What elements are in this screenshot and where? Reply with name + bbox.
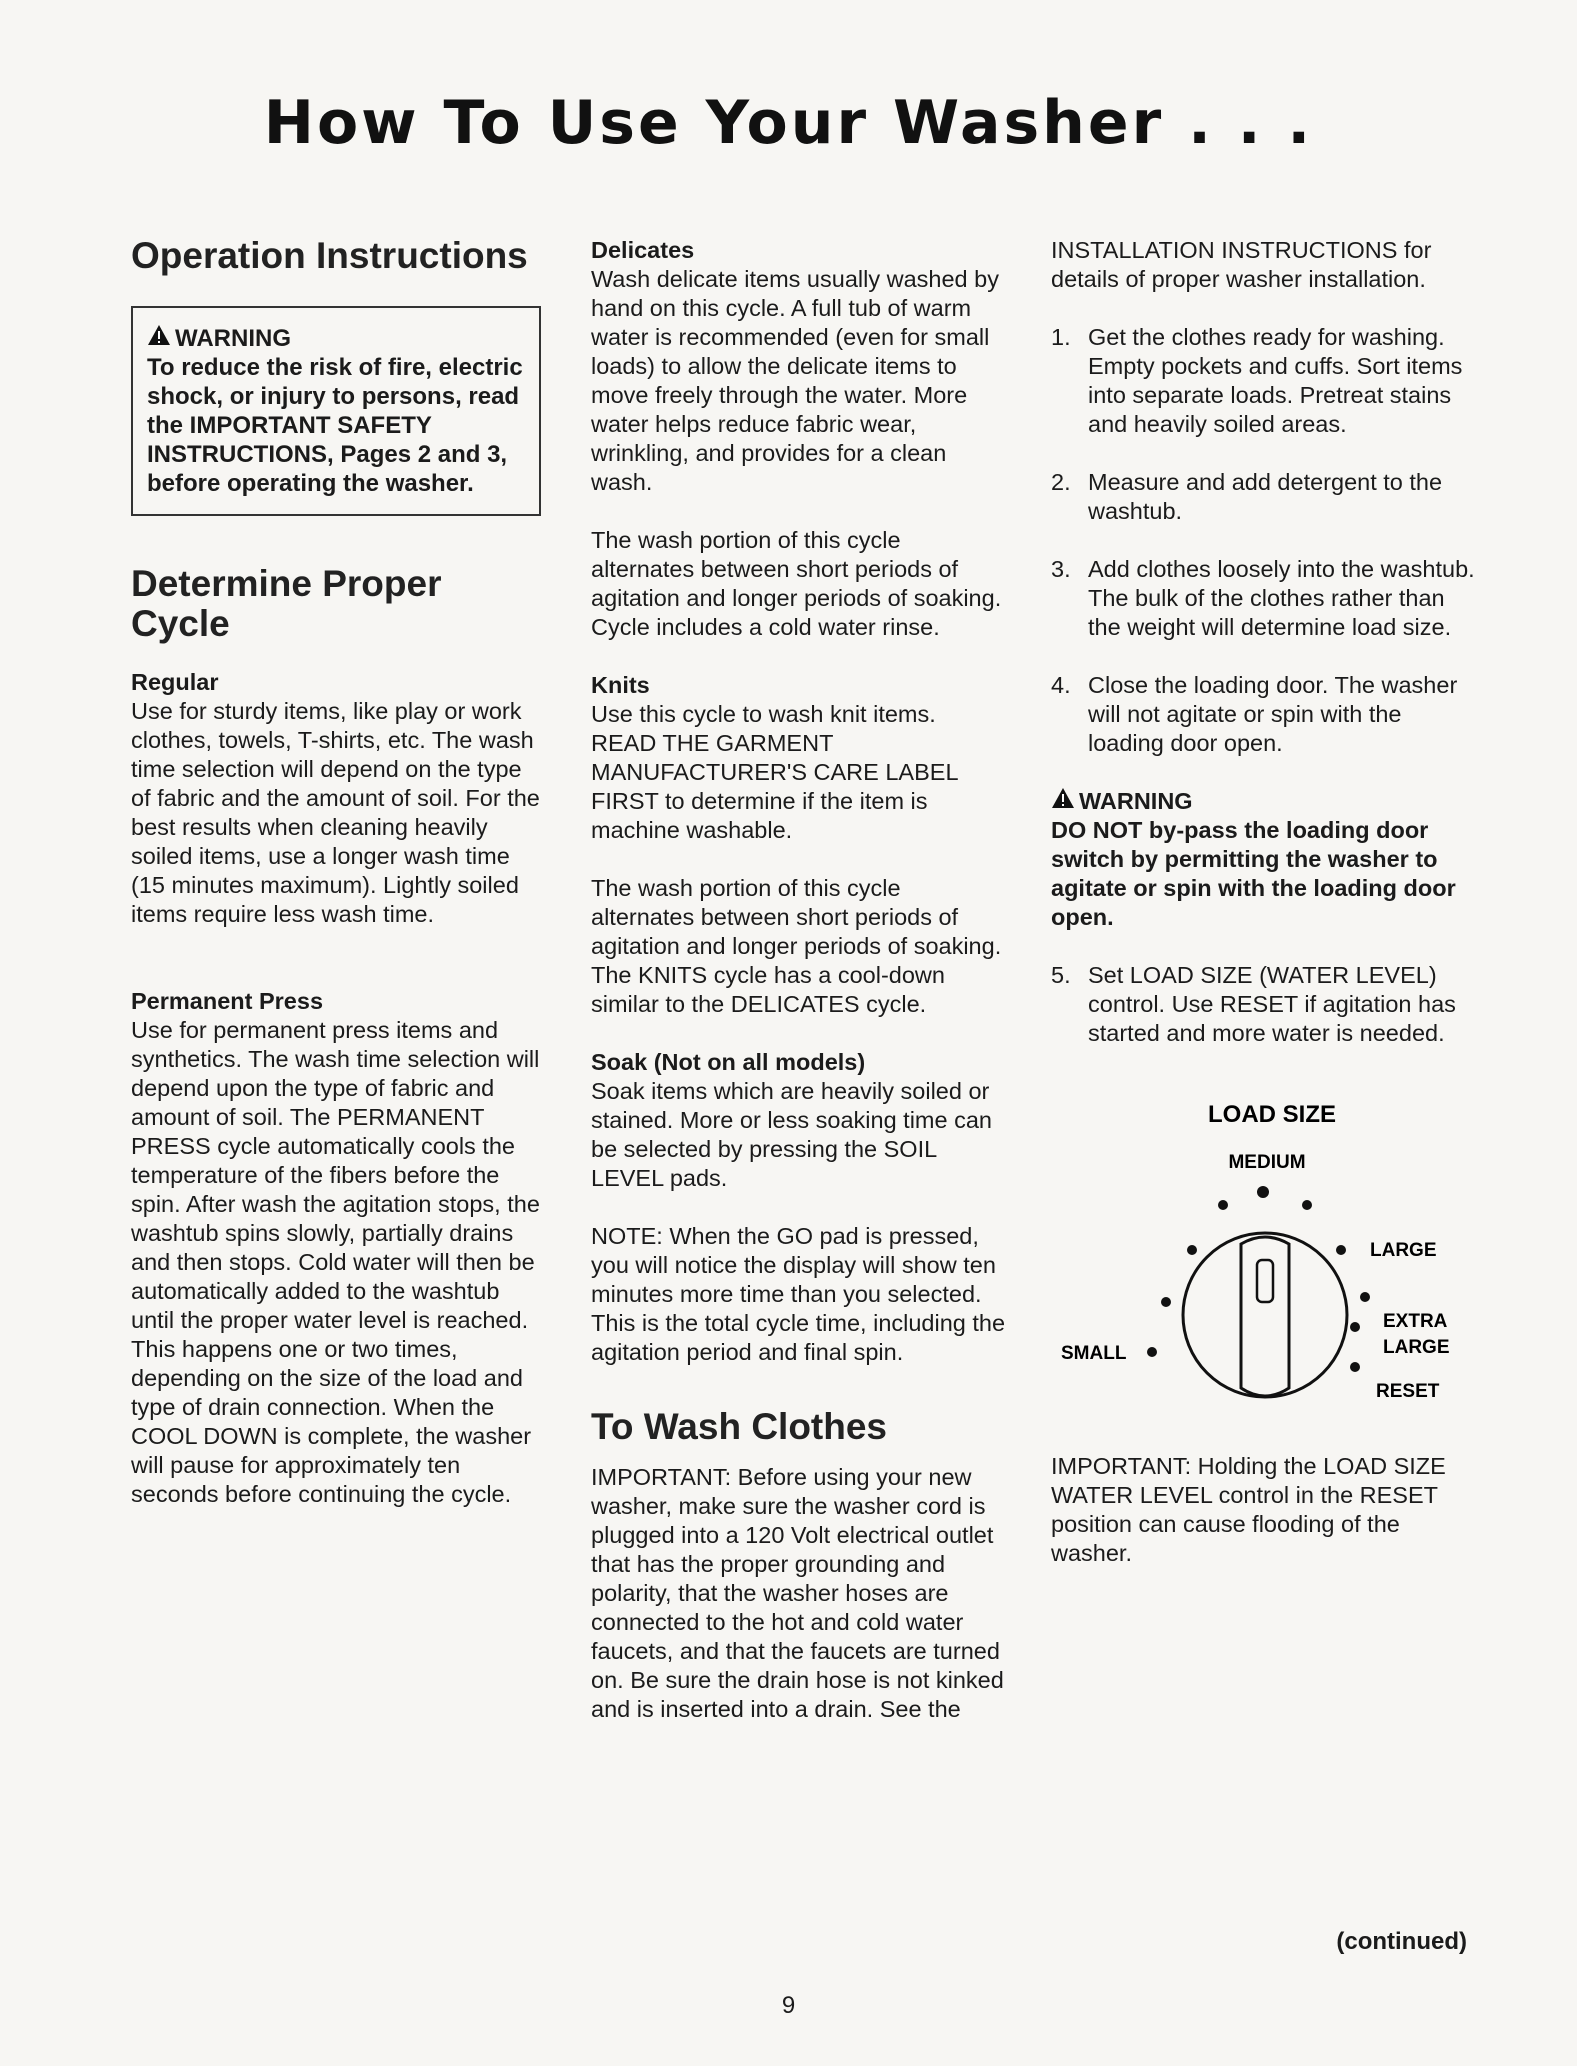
wash-steps-list xyxy=(1051,323,1481,758)
column-right xyxy=(1051,236,1481,1568)
soak-text-1: Soak items which are heavily soiled or stained. More or less soaking time can be selected by pressing the SOIL LEVEL pads. xyxy=(591,1078,992,1191)
knits-title: Knits xyxy=(591,672,650,698)
dial-label-extra-large: LARGE xyxy=(1383,1337,1450,1358)
dial-label-reset: RESET xyxy=(1376,1381,1440,1402)
column-middle xyxy=(591,236,1006,1724)
wash-steps-list-continued xyxy=(1051,961,1481,1048)
door-warning xyxy=(1051,787,1481,932)
dial-label-small: SMALL xyxy=(1061,1343,1127,1364)
dial-label-medium: MEDIUM xyxy=(1228,1152,1306,1173)
page-number: 9 xyxy=(781,1992,796,2019)
dial-label-large: LARGE xyxy=(1370,1240,1437,1261)
warning-heading xyxy=(147,324,529,353)
warning-label: WARNING xyxy=(1079,788,1193,814)
delicates-text-1: Wash delicate items usually washed by hand on this cycle. A full tub of warm water is recommended (even for small loads) to allow the delicate items to move freely through the water. More water helps reduce fabric wear, wrinkling, and provides for a clean wash. xyxy=(591,266,999,495)
continued-label: (continued) xyxy=(1336,1928,1467,1955)
dial-label-extra: EXTRA xyxy=(1383,1311,1448,1332)
warning-label: WARNING xyxy=(175,325,291,352)
door-warning-text: DO NOT by-pass the loading door switch by permitting the washer to agitate or spin with the loading door open. xyxy=(1051,817,1456,930)
heading-operation-instructions: Operation Instructions xyxy=(131,235,528,276)
dial-title: LOAD SIZE xyxy=(1207,1101,1337,1128)
column-left xyxy=(131,236,541,1509)
knits-text-2: The wash portion of this cycle alternates between short periods of agitation and longer periods of soaking. The KNITS cycle has a cool-down similar to the DELICATES cycle. xyxy=(591,875,1002,1017)
knits-text-1: Use this cycle to wash knit items. READ THE GARMENT MANUFACTURER'S CARE LABEL FIRST to determine if the item is machine washable. xyxy=(591,701,958,843)
warning-text: To reduce the risk of fire, electric shock, or injury to persons, read the IMPORTANT SAFETY INSTRUCTIONS, Pages 2 and 3, before operating the washer. xyxy=(147,354,523,497)
permanent-press-title: Permanent Press xyxy=(131,988,324,1014)
soak-note: NOTE: When the GO pad is pressed, you will notice the display will show ten minutes more time than you selected. This is the total cycle time, including the agitation period and final spin. xyxy=(591,1223,1006,1365)
regular-title: Regular xyxy=(131,669,219,695)
heading-determine-cycle: Determine Proper Cycle xyxy=(131,563,442,644)
page-title: How To Use Your Washer . . . xyxy=(263,88,1314,158)
regular-text: Use for sturdy items, like play or work clothes, towels, T-shirts, etc. The wash time selection will depend on the type of fabric and the amount of soil. For the best results when cleaning heavily soiled items, use a longer wash time (15 minutes maximum). Lightly soiled items require less wash time. xyxy=(131,698,540,927)
heading-wash-clothes: To Wash Clothes xyxy=(591,1406,887,1447)
warning-box xyxy=(131,306,541,516)
warning-icon xyxy=(1051,787,1075,816)
soak-title: Soak (Not on all models) xyxy=(591,1049,866,1075)
list-item: 5. Set LOAD SIZE (WATER LEVEL) control. Use RESET if agitation has started and more water is needed. xyxy=(1051,962,1456,1046)
permanent-press-text: Use for permanent press items and synthetics. The wash time selection will depend upon the type of fabric and amount of soil. The PERMANENT PRESS cycle automatically cools the temperature of the fibers before the spin. After wash the agitation stops, the washtub spins slowly, partially drains and then stops. Cold water will then be automatically added to the washtub until the proper water level is reached. This happens one or two times, depending on the size of the load and type of drain connection. When the COOL DOWN is complete, the washer will pause for approximately ten seconds before continuing the cycle. xyxy=(131,1017,540,1507)
load-size-dial-figure xyxy=(1051,1092,1481,1422)
delicates-title: Delicates xyxy=(591,237,695,263)
load-size-dial xyxy=(1051,1092,1481,1422)
installation-intro: INSTALLATION INSTRUCTIONS for details of proper washer installation. xyxy=(1051,237,1432,292)
list-item: 1. Get the clothes ready for washing. Empty pockets and cuffs. Sort items into separate loads. Pretreat stains and heavily soiled areas. xyxy=(1051,324,1463,437)
list-item: 3. Add clothes loosely into the washtub. The bulk of the clothes rather than the weight will determine load size. xyxy=(1051,556,1475,640)
reset-important-text: IMPORTANT: Holding the LOAD SIZE WATER LEVEL control in the RESET position can cause flooding of the washer. xyxy=(1051,1453,1446,1566)
warning-icon xyxy=(147,324,171,353)
wash-important-text: IMPORTANT: Before using your new washer, make sure the washer cord is plugged into a 120 Volt electrical outlet that has the proper grounding and polarity, that the washer hoses are connected to the hot and cold water faucets, and that the faucets are turned on. Be sure the drain hose is not kinked and is inserted into a drain. See the xyxy=(591,1464,1004,1722)
list-item: 4. Close the loading door. The washer will not agitate or spin with the loading door open. xyxy=(1051,672,1458,756)
delicates-text-2: The wash portion of this cycle alternates between short periods of agitation and longer periods of soaking. Cycle includes a cold water rinse. xyxy=(591,527,1002,640)
list-item: 2. Measure and add detergent to the washtub. xyxy=(1051,469,1443,524)
